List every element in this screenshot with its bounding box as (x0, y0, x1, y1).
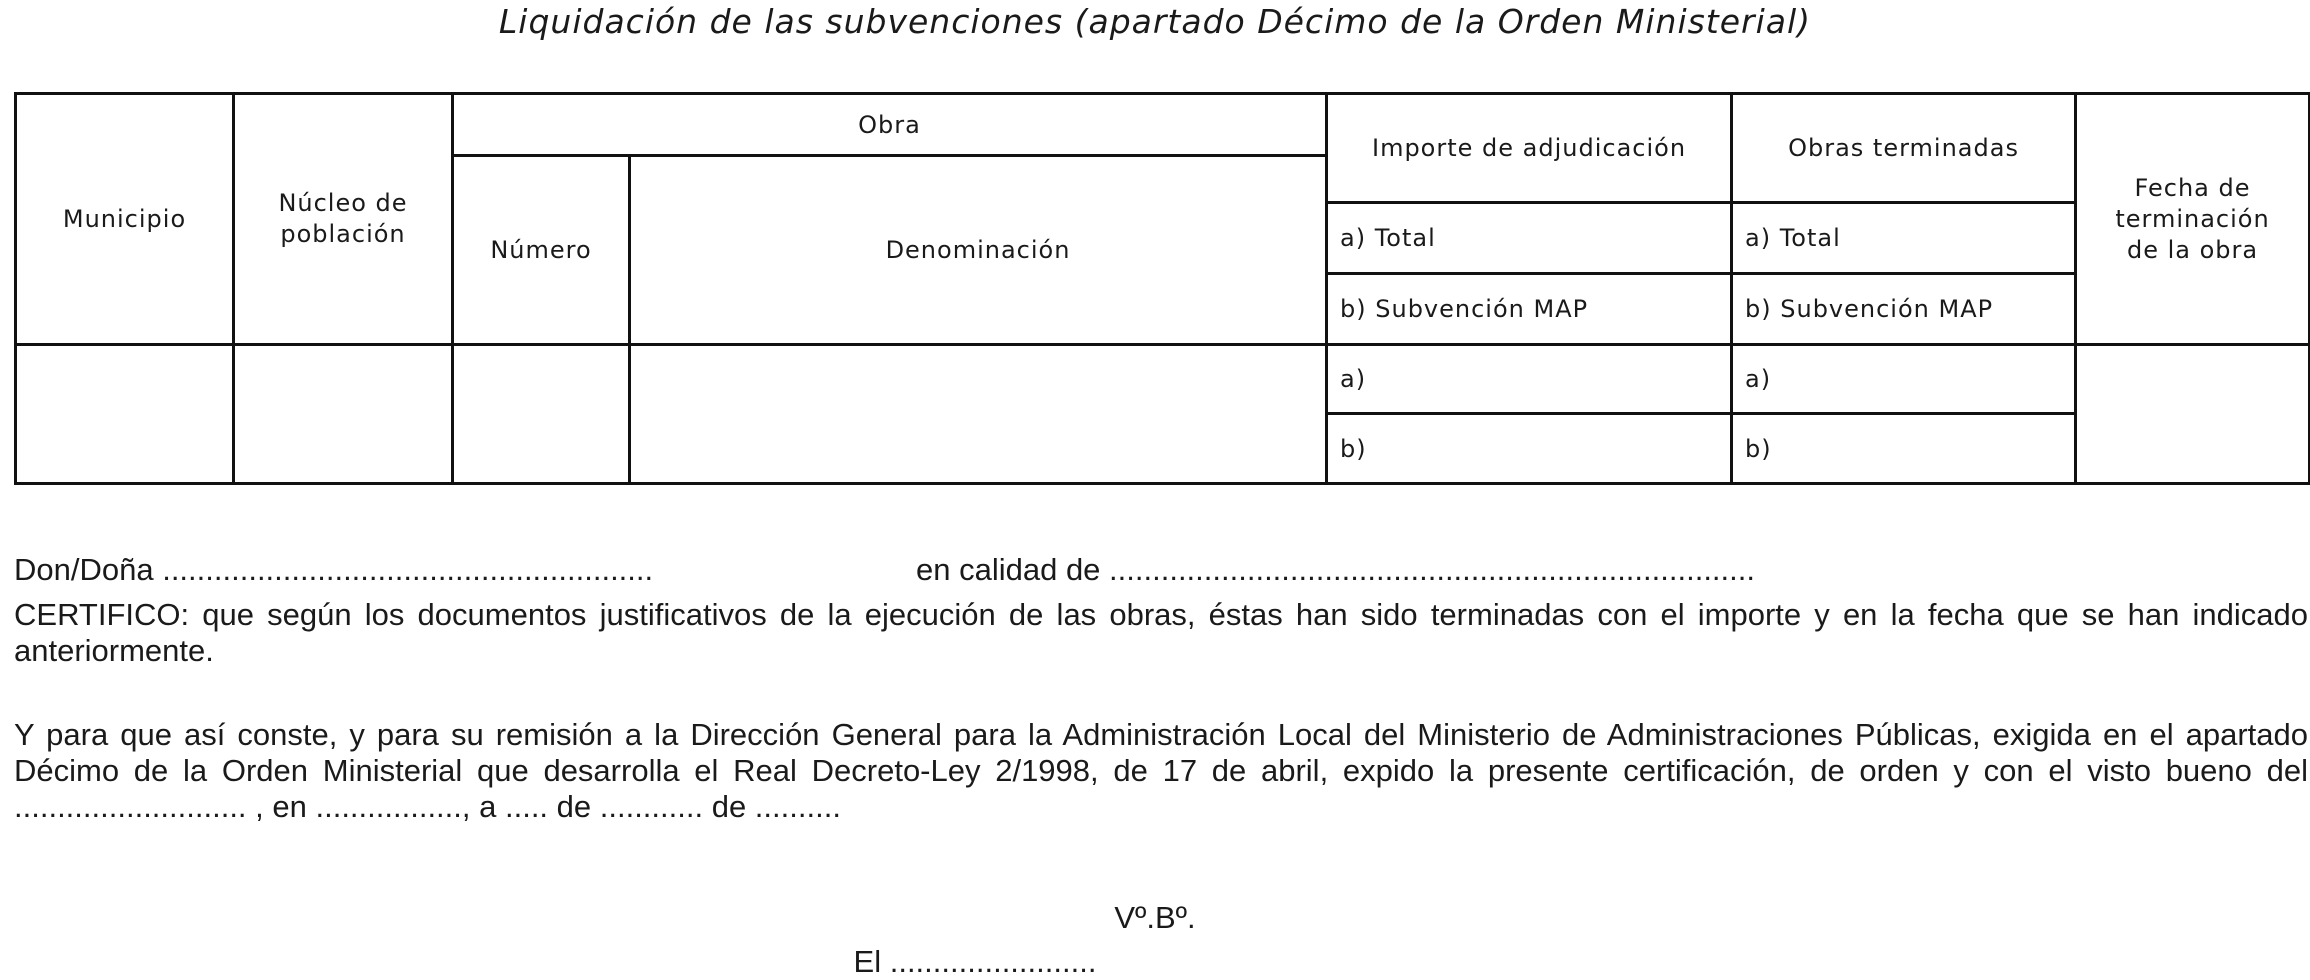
header-obras-terminadas: Obras terminadas (1732, 94, 2076, 203)
header-fecha-line3: de la obra (2126, 235, 2259, 264)
cell-importe-a[interactable]: a) (1327, 345, 1732, 414)
header-importe-subvencion: b) Subvención MAP (1327, 274, 1732, 345)
cell-fecha-empty[interactable] (2076, 345, 2310, 484)
liquidation-table (14, 92, 2310, 485)
en-calidad-line: en calidad de ........................................................................... (916, 552, 1755, 587)
header-nucleo-line1: Núcleo de (278, 189, 408, 217)
cell-nucleo-empty[interactable] (234, 345, 453, 484)
visto-bueno: Vº.Bº. (1114, 900, 1196, 935)
header-terminadas-total: a) Total (1732, 203, 2076, 274)
header-nucleo-line2: población (280, 220, 406, 248)
header-denominacion: Denominación (630, 156, 1327, 345)
don-dona-line: Don/Doña ......................................................... (14, 552, 654, 587)
header-municipio: Municipio (16, 94, 234, 345)
header-nucleo-poblacion (234, 94, 453, 345)
page-title: Liquidación de las subvenciones (apartado Décimo de la Orden Ministerial) (498, 2, 1812, 41)
cell-terminadas-b[interactable]: b) (1732, 414, 2076, 484)
header-importe-adjudicacion: Importe de adjudicación (1327, 94, 1732, 203)
cell-numero-empty[interactable] (453, 345, 630, 484)
header-numero: Número (453, 156, 630, 345)
header-fecha-line2: terminación (2115, 204, 2270, 233)
cell-denominacion-empty[interactable] (630, 345, 1327, 484)
y-para-paragraph: Y para que así conste, y para su remisión a la Dirección General para la Administración Local del Ministerio de Administraciones Públicas, exigida en el apartado Décimo de la Orden Ministerial que desarrolla el Real Decreto-Ley 2/1998, de 17 de abril, expido la presente certificación, de orden y con el visto bueno del ........................... , en ................., a ..... de ............ de .......... (14, 717, 2308, 824)
header-fecha-line1: Fecha de (2134, 173, 2251, 202)
header-importe-total: a) Total (1327, 203, 1732, 274)
cell-terminadas-a[interactable]: a) (1732, 345, 2076, 414)
header-obra: Obra (453, 94, 1327, 156)
el-signature-line: El ........................ (853, 944, 1097, 979)
header-fecha-terminacion (2076, 94, 2310, 345)
cell-importe-b[interactable]: b) (1327, 414, 1732, 484)
certifico-paragraph: CERTIFICO: que según los documentos justificativos de la ejecución de las obras, éstas han sido terminadas con el importe y en la fecha que se han indicado anteriormente. (14, 597, 2308, 668)
cell-municipio-empty[interactable] (16, 345, 234, 484)
header-terminadas-subvencion: b) Subvención MAP (1732, 274, 2076, 345)
